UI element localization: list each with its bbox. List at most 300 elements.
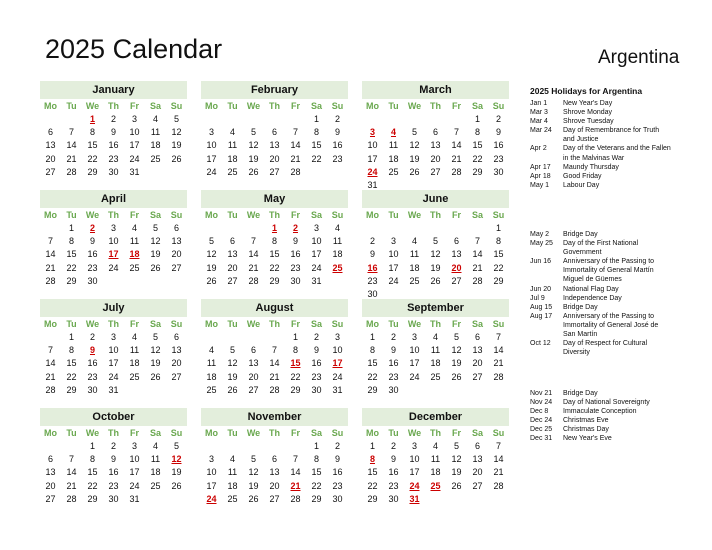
holiday-name: Day of the Veterans and the Fallen in the Malvinas War: [563, 145, 671, 162]
calendar-day: 28: [290, 493, 301, 504]
holiday-day: 9: [89, 345, 95, 356]
empty-day: [285, 440, 306, 453]
calendar-day: 28: [472, 275, 483, 286]
calendar-day: 28: [45, 384, 56, 395]
weekday-header: We: [85, 428, 100, 438]
month-march: [362, 81, 509, 192]
weekday-header: Mo: [44, 101, 57, 111]
page-title: 2025 Calendar: [45, 34, 223, 64]
calendar-day: 15: [66, 358, 77, 369]
weekday-header: Sa: [471, 101, 483, 111]
month-name: October: [40, 408, 187, 426]
holiday-item: [530, 407, 672, 416]
calendar-day: 8: [292, 345, 298, 356]
month-november: [201, 408, 348, 506]
empty-day: [61, 113, 82, 126]
calendar-day: 2: [89, 332, 95, 342]
holiday-date: Mar 4: [530, 118, 548, 126]
calendar-day: 3: [313, 223, 319, 233]
empty-day: [362, 222, 383, 235]
holiday-day: 8: [369, 454, 375, 465]
calendar-day: 21: [66, 153, 77, 164]
calendar-day: 25: [409, 275, 420, 286]
calendar-day: 30: [367, 288, 378, 299]
weekday-header: Sa: [310, 101, 322, 111]
weekday-header: Su: [170, 428, 183, 438]
holiday-day: 25: [430, 480, 441, 491]
calendar-day: 28: [66, 493, 77, 504]
calendar-day: 23: [332, 153, 343, 164]
calendar-day: 15: [493, 249, 504, 260]
calendar-day: 12: [150, 236, 161, 247]
calendar-day: 27: [248, 384, 259, 395]
calendar-day: 12: [248, 467, 259, 478]
calendar-day: 10: [129, 127, 140, 138]
calendar-day: 4: [152, 441, 158, 451]
calendar-day: 28: [45, 275, 56, 286]
month-october: [40, 408, 187, 506]
calendar-day: 15: [87, 140, 98, 151]
month-grid: [201, 208, 348, 288]
calendar-day: 30: [493, 166, 504, 177]
calendar-day: 6: [474, 441, 480, 451]
calendar-day: 27: [430, 166, 441, 177]
weekday-header: Th: [430, 428, 441, 438]
calendar-day: 23: [388, 371, 399, 382]
holiday-date: Jul 9: [530, 294, 545, 302]
calendar-day: 23: [108, 480, 119, 491]
month-name: December: [362, 408, 509, 426]
calendar-day: 31: [129, 166, 140, 177]
calendar-day: 21: [472, 262, 483, 273]
calendar-day: 8: [313, 127, 319, 138]
month-name: January: [40, 81, 187, 99]
empty-day: [243, 440, 264, 453]
holiday-item: [530, 108, 672, 117]
calendar-day: 17: [129, 140, 140, 151]
calendar-day: 8: [68, 236, 74, 247]
calendar-day: 5: [250, 127, 256, 138]
calendar-day: 5: [453, 332, 459, 342]
weekday-header: Fr: [291, 428, 300, 438]
calendar-day: 19: [451, 467, 462, 478]
calendar-day: 7: [474, 236, 480, 247]
empty-day: [243, 331, 264, 344]
month-grid: [201, 99, 348, 179]
weekday-header: Su: [170, 210, 183, 220]
holiday-item: [530, 425, 672, 434]
calendar-day: 10: [332, 345, 343, 356]
calendar-day: 9: [334, 127, 340, 138]
calendar-day: 19: [227, 371, 238, 382]
empty-day: [222, 440, 243, 453]
calendar-day: 25: [150, 153, 161, 164]
calendar-day: 7: [68, 454, 74, 465]
calendar-day: 6: [173, 223, 179, 233]
calendar-day: 18: [150, 467, 161, 478]
holiday-name: Day of Remembrance for Truth and Justice: [563, 127, 660, 144]
holiday-date: Aug 15: [530, 303, 553, 311]
calendar-day: 4: [411, 236, 417, 247]
month-grid: [362, 426, 509, 506]
calendar-day: 28: [493, 480, 504, 491]
weekday-header: Mo: [366, 210, 379, 220]
calendar-day: 28: [66, 166, 77, 177]
calendar-day: 1: [495, 223, 501, 233]
weekday-header: Mo: [205, 101, 218, 111]
calendar-day: 2: [390, 441, 396, 451]
calendar-day: 1: [68, 332, 74, 342]
holiday-name: Good Friday: [563, 172, 602, 180]
weekday-header: Sa: [149, 210, 161, 220]
calendar-day: 14: [472, 249, 483, 260]
calendar-day: 14: [451, 140, 462, 151]
calendar-day: 26: [171, 153, 182, 164]
calendar-day: 21: [493, 467, 504, 478]
calendar-day: 6: [173, 332, 179, 342]
weekday-header: Sa: [149, 428, 161, 438]
calendar-day: 5: [173, 114, 179, 124]
calendar-day: 10: [108, 236, 119, 247]
calendar-day: 19: [248, 480, 259, 491]
calendar-day: 17: [129, 467, 140, 478]
calendar-day: 21: [45, 371, 56, 382]
holiday-date: Dec 25: [530, 426, 553, 434]
calendar-day: 28: [248, 275, 259, 286]
weekday-header: We: [246, 210, 261, 220]
calendar-day: 25: [388, 166, 399, 177]
calendar-day: 14: [66, 467, 77, 478]
calendar-day: 28: [451, 166, 462, 177]
empty-day: [285, 113, 306, 126]
calendar-day: 25: [129, 262, 140, 273]
weekday-header: Su: [331, 319, 344, 329]
calendar-day: 26: [171, 480, 182, 491]
calendar-day: 17: [409, 467, 420, 478]
calendar-day: 26: [430, 275, 441, 286]
holiday-day: 16: [367, 262, 378, 273]
weekday-header: Mo: [205, 210, 218, 220]
calendar-day: 9: [334, 454, 340, 465]
calendar-day: 15: [367, 467, 378, 478]
weekday-header: Th: [269, 428, 280, 438]
calendar-day: 4: [208, 345, 214, 356]
holiday-item: [530, 294, 672, 303]
calendar-day: 9: [369, 249, 375, 260]
weekday-header: Mo: [44, 319, 57, 329]
month-name: March: [362, 81, 509, 99]
calendar-day: 6: [271, 127, 277, 138]
holiday-day: 21: [290, 480, 301, 491]
calendar-day: 9: [313, 345, 319, 356]
holiday-item: [530, 303, 672, 312]
empty-day: [40, 222, 61, 235]
calendar-day: 26: [206, 275, 217, 286]
calendar-day: 4: [432, 332, 438, 342]
weekday-header: Fr: [130, 210, 139, 220]
calendar-day: 2: [334, 114, 340, 124]
calendar-day: 15: [66, 249, 77, 260]
holiday-date: Dec 31: [530, 435, 553, 443]
calendar-day: 20: [269, 153, 280, 164]
calendar-day: 19: [430, 262, 441, 273]
weekday-header: Mo: [44, 210, 57, 220]
month-grid: [40, 317, 187, 397]
calendar-day: 7: [292, 454, 298, 465]
calendar-day: 5: [229, 345, 235, 356]
weekday-header: Tu: [388, 210, 399, 220]
calendar-day: 19: [171, 140, 182, 151]
calendar-day: 30: [290, 275, 301, 286]
weekday-header: Sa: [471, 210, 483, 220]
calendar-day: 24: [409, 371, 420, 382]
holiday-group: [530, 99, 672, 190]
calendar-day: 2: [110, 441, 116, 451]
empty-day: [425, 222, 446, 235]
weekday-header: We: [407, 428, 422, 438]
calendar-day: 14: [290, 467, 301, 478]
calendar-day: 31: [108, 384, 119, 395]
weekday-header: Th: [108, 428, 119, 438]
calendar-day: 1: [313, 114, 319, 124]
calendar-day: 9: [110, 454, 116, 465]
calendar-day: 13: [45, 140, 56, 151]
calendar-day: 24: [206, 166, 217, 177]
month-grid: [40, 426, 187, 506]
holiday-day: 3: [369, 127, 375, 138]
calendar-day: 6: [229, 236, 235, 247]
holiday-date: Mar 3: [530, 109, 548, 117]
month-february: [201, 81, 348, 179]
weekday-header: Sa: [310, 319, 322, 329]
calendar-day: 16: [388, 467, 399, 478]
calendar-day: 18: [227, 480, 238, 491]
weekday-header: We: [407, 319, 422, 329]
calendar-day: 24: [129, 480, 140, 491]
calendar-day: 25: [430, 371, 441, 382]
calendar-day: 27: [269, 493, 280, 504]
calendar-day: 10: [206, 140, 217, 151]
calendar-day: 3: [208, 454, 214, 465]
calendar-day: 11: [206, 358, 217, 369]
weekday-header: Fr: [452, 319, 461, 329]
calendar-day: 7: [250, 236, 256, 247]
empty-day: [40, 113, 61, 126]
holiday-name: Christmas Day: [563, 426, 609, 434]
month-may: [201, 190, 348, 288]
calendar-day: 17: [206, 480, 217, 491]
weekday-header: Tu: [66, 101, 77, 111]
weekday-header: Su: [492, 319, 505, 329]
calendar-day: 16: [311, 358, 322, 369]
calendar-day: 29: [290, 384, 301, 395]
calendar-day: 1: [474, 114, 480, 124]
empty-day: [264, 113, 285, 126]
calendar-day: 11: [332, 236, 343, 247]
weekday-header: Sa: [310, 210, 322, 220]
calendar-day: 13: [472, 454, 483, 465]
holiday-date: Apr 2: [530, 145, 547, 153]
calendar-day: 21: [45, 262, 56, 273]
holiday-date: Mar 24: [530, 127, 552, 135]
calendar-day: 18: [150, 140, 161, 151]
calendar-day: 8: [474, 127, 480, 138]
empty-day: [264, 440, 285, 453]
weekday-header: Fr: [452, 101, 461, 111]
holiday-day: 2: [89, 223, 95, 233]
calendar-day: 14: [45, 249, 56, 260]
holiday-date: Apr 18: [530, 172, 551, 180]
month-name: July: [40, 299, 187, 317]
calendar-day: 8: [495, 236, 501, 247]
weekday-header: Tu: [388, 101, 399, 111]
calendar-day: 10: [311, 236, 322, 247]
holiday-name: Shrove Monday: [563, 109, 613, 117]
holiday-date: Dec 24: [530, 417, 553, 425]
calendar-day: 20: [45, 480, 56, 491]
month-grid: [201, 317, 348, 397]
calendar-day: 22: [367, 480, 378, 491]
month-september: [362, 299, 509, 397]
calendar-day: 10: [409, 345, 420, 356]
holiday-date: Nov 24: [530, 399, 553, 407]
calendar-day: 19: [451, 358, 462, 369]
holiday-day: 12: [171, 454, 182, 465]
country-name: Argentina: [598, 47, 680, 68]
calendar-day: 5: [173, 441, 179, 451]
month-name: September: [362, 299, 509, 317]
holidays-title: 2025 Holidays for Argentina: [530, 86, 643, 96]
holiday-name: New Year's Day: [563, 100, 613, 107]
calendar-day: 16: [493, 140, 504, 151]
weekday-header: Fr: [452, 210, 461, 220]
holiday-name: Independence Day: [563, 294, 622, 302]
calendar-day: 8: [68, 345, 74, 356]
empty-day: [201, 113, 222, 126]
calendar-day: 22: [311, 480, 322, 491]
calendar-day: 24: [108, 262, 119, 273]
weekday-header: We: [85, 319, 100, 329]
calendar-day: 20: [171, 249, 182, 260]
month-june: [362, 190, 509, 301]
calendar-day: 22: [87, 153, 98, 164]
weekday-header: Tu: [388, 428, 399, 438]
calendar-day: 23: [87, 371, 98, 382]
calendar-day: 20: [248, 371, 259, 382]
holiday-day: 15: [290, 358, 301, 369]
calendar-day: 22: [66, 262, 77, 273]
holiday-day: 24: [206, 493, 217, 504]
calendar-day: 31: [129, 493, 140, 504]
calendar-day: 27: [227, 275, 238, 286]
calendar-day: 7: [453, 127, 459, 138]
calendar-day: 27: [45, 166, 56, 177]
calendar-day: 31: [367, 179, 378, 190]
holiday-item: [530, 416, 672, 425]
calendar-day: 6: [474, 332, 480, 342]
calendar-day: 4: [229, 127, 235, 138]
calendar-day: 14: [66, 140, 77, 151]
holiday-day: 20: [451, 262, 462, 273]
holiday-item: [530, 230, 672, 239]
calendar-day: 7: [271, 345, 277, 356]
weekday-header: We: [407, 101, 422, 111]
calendar-day: 18: [129, 358, 140, 369]
month-name: August: [201, 299, 348, 317]
calendar-day: 21: [269, 371, 280, 382]
month-grid: [362, 208, 509, 301]
weekday-header: Su: [331, 101, 344, 111]
weekday-header: Su: [492, 101, 505, 111]
calendar-day: 8: [89, 127, 95, 138]
holiday-day: 2: [292, 223, 298, 233]
empty-day: [383, 113, 404, 126]
month-grid: [362, 317, 509, 397]
calendar-day: 15: [311, 467, 322, 478]
calendar-day: 18: [332, 249, 343, 260]
calendar-day: 13: [248, 358, 259, 369]
calendar-day: 1: [313, 441, 319, 451]
calendar-day: 3: [334, 332, 340, 342]
calendar-day: 21: [248, 262, 259, 273]
calendar-day: 2: [110, 114, 116, 124]
calendar-day: 25: [227, 166, 238, 177]
calendar-day: 21: [66, 480, 77, 491]
calendar-day: 3: [110, 223, 116, 233]
weekday-header: Fr: [291, 101, 300, 111]
holiday-item: [530, 257, 672, 284]
calendar-day: 3: [110, 332, 116, 342]
calendar-day: 15: [87, 467, 98, 478]
weekday-header: Th: [108, 101, 119, 111]
calendar-day: 15: [367, 358, 378, 369]
calendar-day: 3: [131, 114, 137, 124]
calendar-day: 11: [129, 345, 140, 356]
calendar-day: 5: [411, 127, 417, 138]
calendar-day: 14: [248, 249, 259, 260]
weekday-header: We: [246, 428, 261, 438]
holiday-date: Dec 8: [530, 408, 549, 416]
weekday-header: Mo: [205, 428, 218, 438]
weekday-header: Sa: [310, 428, 322, 438]
calendar-day: 6: [47, 127, 53, 138]
weekday-header: We: [246, 319, 261, 329]
calendar-day: 21: [451, 153, 462, 164]
month-grid: [201, 426, 348, 506]
holiday-group: [530, 230, 672, 357]
weekday-header: Sa: [149, 319, 161, 329]
calendar-day: 18: [430, 358, 441, 369]
empty-day: [40, 440, 61, 453]
calendar-day: 19: [171, 467, 182, 478]
calendar-day: 6: [250, 345, 256, 356]
calendar-day: 1: [68, 223, 74, 233]
calendar-day: 2: [334, 441, 340, 451]
calendar-day: 2: [313, 332, 319, 342]
month-january: [40, 81, 187, 179]
calendar-day: 13: [451, 249, 462, 260]
weekday-header: Su: [331, 428, 344, 438]
holiday-name: New Year's Eve: [563, 435, 612, 443]
holiday-item: [530, 99, 672, 108]
calendar-day: 7: [495, 332, 501, 342]
calendar-day: 20: [171, 358, 182, 369]
calendar-day: 29: [87, 493, 98, 504]
weekday-header: Th: [430, 101, 441, 111]
calendar-day: 23: [332, 480, 343, 491]
calendar-day: 11: [388, 140, 399, 151]
month-grid: [40, 208, 187, 288]
